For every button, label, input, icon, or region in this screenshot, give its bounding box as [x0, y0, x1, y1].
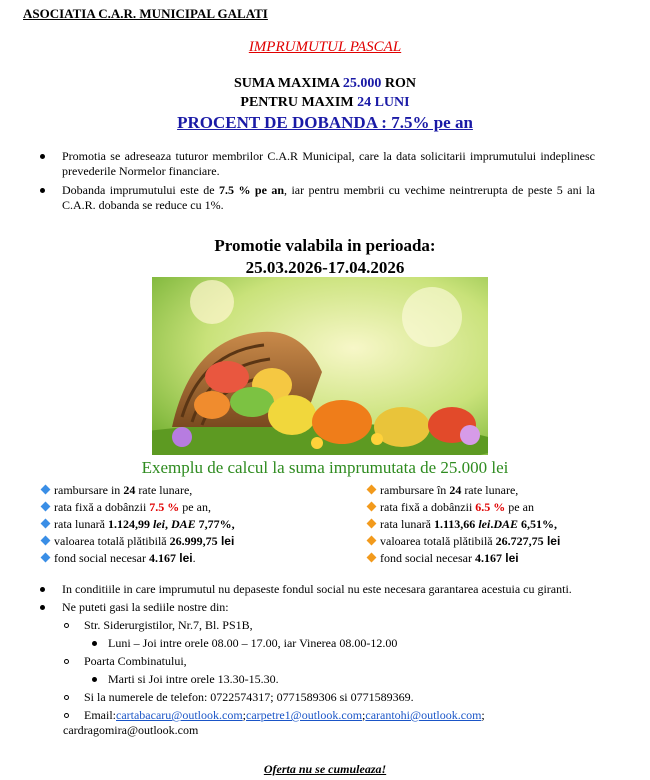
circle-bullet-icon: [64, 623, 69, 628]
circle-bullet-icon: [64, 659, 69, 664]
max-term-prefix: PENTRU MAXIM: [240, 95, 358, 110]
text: rate lunare,: [135, 483, 193, 497]
rate-value: 6.5 %: [475, 500, 506, 514]
interest-rate-line: PROCENT DE DOBANDA : 7.5% pe an: [177, 113, 473, 132]
text-bold: 24: [449, 483, 462, 497]
list-item: [40, 654, 595, 669]
list-item: [40, 600, 595, 615]
text: fond social necesar: [380, 551, 475, 565]
hours-2: Marti si Joi intre orele 13.30-15.30.: [108, 672, 279, 686]
text: rata fixă a dobânzii: [54, 500, 150, 514]
easter-eggs-image: [152, 277, 488, 455]
max-amount-prefix: SUMA MAXIMA: [233, 76, 343, 91]
blue-diamond-icon: [41, 502, 51, 512]
email-label: Email:: [84, 708, 116, 722]
bullet-icon: [40, 587, 45, 592]
example-right-column: [368, 482, 628, 567]
text: rambursare in: [54, 483, 124, 497]
orange-diamond-icon: [367, 502, 377, 512]
circle-bullet-icon: [64, 695, 69, 700]
text: valoarea totală plătibilă: [54, 534, 170, 548]
email-4: cardragomira@outlook.com: [63, 723, 199, 737]
list-item: [368, 516, 628, 533]
offer-note: Oferta nu se cumuleaza!: [263, 762, 387, 776]
text-sep: .: [490, 517, 494, 531]
dae-value: 7,77%,: [195, 517, 235, 531]
bullet-icon: [92, 641, 97, 646]
dae-value: 6,51%,: [518, 517, 557, 531]
example-title: Exemplu de calcul la suma imprumutata de 25.000 lei: [141, 458, 509, 477]
list-item: [42, 550, 342, 567]
email-link-1[interactable]: cartabacaru@outlook.com: [116, 708, 243, 722]
text: rata fixă a dobânzii: [380, 500, 476, 514]
list-item: [40, 690, 595, 705]
list-item: [42, 533, 342, 550]
text-lei: lei: [149, 517, 165, 531]
total-value: 26.999,75: [169, 534, 218, 548]
contact-list: [40, 582, 595, 741]
monthly-rate: 1.124,99: [107, 517, 150, 531]
list-item: Email:cartabacaru@outlook.com;carpetre1@outlook.com;carantohi@outlook.com; cardragomira@outlook.com: [63, 708, 485, 737]
list-item: [42, 516, 342, 533]
bullet-icon: [40, 605, 45, 610]
email-link-3[interactable]: carantohi@outlook.com: [365, 708, 482, 722]
max-term-line: [0, 95, 650, 111]
text: rata lunară: [54, 517, 108, 531]
list-item: [368, 533, 628, 550]
text-lei: lei: [543, 534, 561, 548]
blue-diamond-icon: [41, 485, 51, 495]
locations-intro: Ne puteti gasi la sediile nostre din:: [62, 600, 229, 614]
text-lei: lei: [217, 534, 235, 548]
blue-diamond-icon: [41, 553, 51, 563]
blue-diamond-icon: [41, 519, 51, 529]
list-item: [368, 550, 628, 567]
condition-text-2-post: , iar pentru membrii cu vechime neintrerupta de peste 5 ani la C.A.R. dobanda se reduce cu 1%.: [62, 183, 595, 212]
text-dae: DAE: [493, 517, 518, 531]
condition-text-2-pre: Dobanda imprumutului este de: [62, 183, 220, 197]
list-item: [40, 183, 595, 213]
orange-diamond-icon: [367, 553, 377, 563]
total-value: 26.727,75: [495, 534, 544, 548]
orange-diamond-icon: [367, 485, 377, 495]
text-lei: lei: [475, 517, 491, 531]
social-fund-value: 4.167: [474, 551, 502, 565]
text-bold: 24: [123, 483, 136, 497]
text-lei: lei: [175, 551, 193, 565]
text-dae: DAE: [170, 517, 196, 531]
address-2: Poarta Combinatului,: [84, 654, 187, 668]
text-lei: lei: [501, 551, 519, 565]
association-header: ASOCIATIA C.A.R. MUNICIPAL GALATI: [23, 6, 268, 21]
condition-text-2-bold: 7.5 % pe an: [219, 183, 285, 197]
list-item: [40, 582, 595, 597]
bullet-icon: [40, 188, 45, 193]
address-1: Str. Siderurgistilor, Nr.7, Bl. PS1B,: [84, 618, 253, 632]
text: .: [192, 551, 196, 565]
promo-title: IMPRUMUTUL PASCAL: [248, 39, 402, 55]
text: valoarea totală plătibilă: [380, 534, 496, 548]
period-title: Promotie valabila in perioada:: [214, 236, 436, 255]
rate-value: 7.5 %: [149, 500, 180, 514]
orange-diamond-icon: [367, 536, 377, 546]
bullet-icon: [92, 677, 97, 682]
text: pe an,: [179, 500, 211, 514]
promo-conditions-list: [40, 149, 595, 217]
max-amount-line: [0, 76, 650, 92]
list-item: [40, 618, 595, 633]
text: rate lunare,: [461, 483, 519, 497]
orange-diamond-icon: [367, 519, 377, 529]
text: rata lunară: [380, 517, 434, 531]
list-item: [40, 149, 595, 179]
list-item: [42, 499, 342, 516]
list-item: [368, 482, 628, 499]
social-fund-value: 4.167: [148, 551, 176, 565]
text-sep: ,: [164, 517, 171, 531]
monthly-rate: 1.113,66: [433, 517, 476, 531]
list-item: [42, 482, 342, 499]
circle-bullet-icon: [64, 713, 69, 718]
list-item: [368, 499, 628, 516]
text: fond social necesar: [54, 551, 149, 565]
list-item: [40, 636, 595, 651]
example-left-column: [42, 482, 342, 567]
condition-text-1: Promotia se adreseaza tuturor membrilor C.A.R Municipal, care la data solicitarii imprumutului indeplinesc prevederile Normelor financiare.: [62, 149, 595, 178]
list-item: [40, 672, 595, 687]
phone-numbers: Si la numerele de telefon: 0722574317; 0771589306 si 0771589369.: [84, 690, 414, 704]
hours-1: Luni – Joi intre orele 08.00 – 17.00, iar Vinerea 08.00-12.00: [108, 636, 398, 650]
text: rambursare în: [380, 483, 450, 497]
email-link-2[interactable]: carpetre1@outlook.com: [246, 708, 363, 722]
max-amount-value: 25.000: [342, 76, 382, 91]
period-dates: 25.03.2026-17.04.2026: [245, 258, 405, 277]
max-amount-suffix: RON: [381, 76, 416, 91]
text: pe an: [505, 500, 534, 514]
max-term-value: 24 LUNI: [357, 95, 410, 110]
guarantee-text: In conditiile in care imprumutul nu depaseste fondul social nu este necesara garantarea acestuia cu giranti.: [62, 582, 572, 596]
blue-diamond-icon: [41, 536, 51, 546]
bullet-icon: [40, 154, 45, 159]
